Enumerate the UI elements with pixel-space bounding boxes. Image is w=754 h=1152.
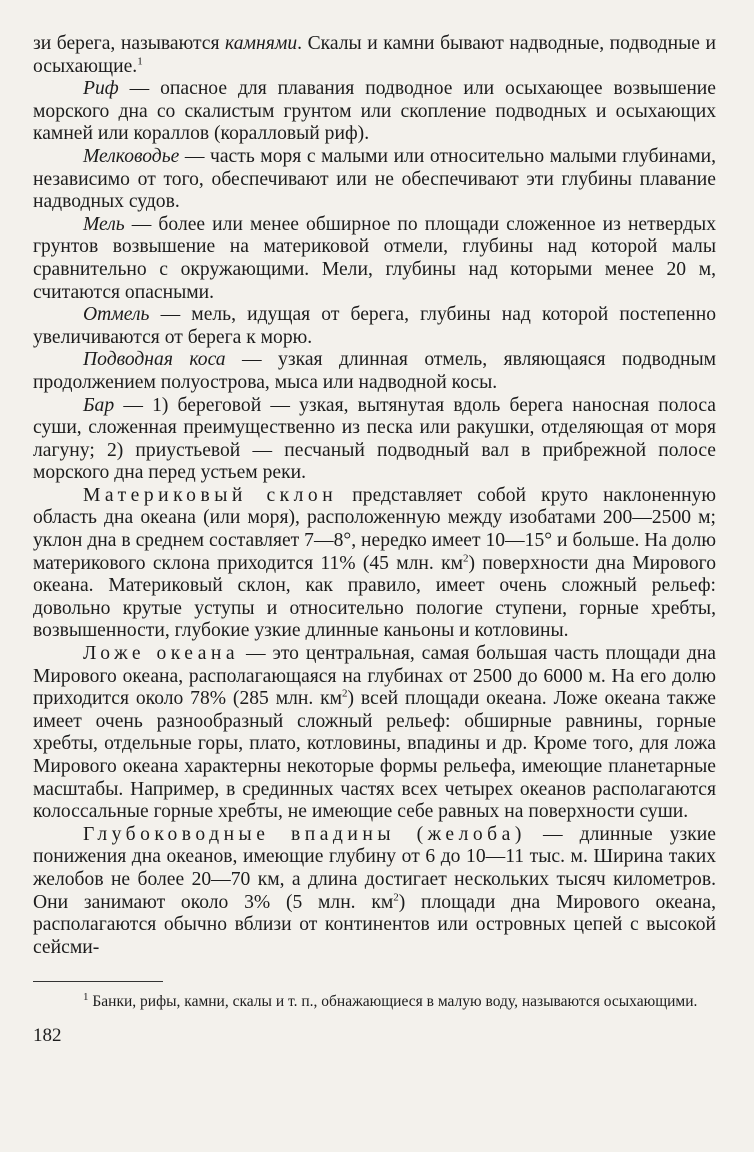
text-run: представляет собой круто наклоненную область дна океана (или моря), расположенную между изобатами 200—2500 м; уклон дна в среднем составляет 7—8°, нередко имеет 10—15° и больше. На долю материкового склона приходится 11% (45 млн. км xyxy=(33,484,716,574)
definition-text: — 1) береговой — узкая, вытянутая вдоль берега наносная полоса суши, сложенная преимущественно из песка или ракушки, отделяющая от моря лагуну; 2) приустьевой — песчаный подводный вал в прибрежной полосе морского дна перед устьем реки. xyxy=(33,394,716,484)
term-continental-slope: Материковый склон xyxy=(83,484,338,506)
page-number: 182 xyxy=(33,1025,62,1047)
term-bank: Отмель xyxy=(83,304,150,326)
definition-text: — часть моря с малыми или относительно малыми глубинами, независимо от того, обеспечивают или не обеспечивают эти глубины плавание надводных судов. xyxy=(33,145,716,213)
paragraph-shoal xyxy=(33,214,716,304)
paragraph-ocean-floor xyxy=(33,643,716,824)
definition-text: — узкая длинная отмель, являющаяся подводным продолжением полуострова, мыса или надводной косы. xyxy=(33,349,717,393)
text-run: . Скалы и камни бывают надводные, подводные и осыхающие. xyxy=(33,33,717,77)
main-text xyxy=(33,33,716,959)
term-reef: Риф xyxy=(83,78,119,100)
footnote-marker: 1 xyxy=(83,991,89,1004)
superscript: 2 xyxy=(463,552,469,565)
paragraph-spit xyxy=(33,349,716,394)
term-shoal: Мель xyxy=(83,213,125,235)
paragraph-shallows xyxy=(33,146,716,214)
superscript: 2 xyxy=(342,687,348,700)
paragraph-bank xyxy=(33,304,716,349)
definition-text: — более или менее обширное по площади сложенное из нетвердых грунтов возвышение на материковой отмели, глубины над которой малы сравнительно с окружающими. Мели, глубины над которыми менее 20 м, считаются опасными. xyxy=(33,213,716,303)
term-ocean-floor: Ложе океана xyxy=(83,643,240,665)
paragraph-trenches xyxy=(33,824,716,960)
text-run: — это центральная, самая большая часть площади дна Мирового океана, располагающаяся на глубинах от 2500 до 6000 м. На его долю приходится около 78% (285 млн. км xyxy=(33,643,716,710)
paragraph-reef xyxy=(33,78,716,146)
term-kamni: камнями xyxy=(225,33,298,54)
paragraph-bar xyxy=(33,395,716,485)
paragraph-stones xyxy=(33,33,716,78)
text-run: — длинные узкие понижения дна океанов, имеющие глубину от 6 до 10—11 тыс. м. Ширина таких желобов не более 20—70 км, а длина достигает нескольких тысяч километров. Они занимают около 3% (5 млн. км xyxy=(33,823,716,913)
term-bar: Бар xyxy=(83,394,115,416)
term-spit: Подводная коса xyxy=(83,349,226,371)
definition-text: — опасное для плавания подводное или осыхающее возвышение морского дна со скалистым грунтом или скопление подводных и осыхающих камней или кораллов (коралловый риф). xyxy=(33,78,716,145)
footnote-divider xyxy=(33,981,163,982)
term-trenches: Глубоководные впадины (желоба) xyxy=(83,823,526,845)
text-run: ) поверхности дна Мирового океана. Материковый склон, как правило, имеет очень сложный рельеф: довольно крутые уступы и относительно пологие ступени, горные хребты, возвышенности, глубокие узкие длинные каньоны и котловины. xyxy=(33,552,717,642)
text-run: зи берега, называются xyxy=(33,33,226,54)
footnote-text: Банки, рифы, камни, скалы и т. п., обнажающиеся в малую воду, называются осыхающими. xyxy=(88,993,698,1011)
paragraph-continental-slope xyxy=(33,485,716,643)
text-run: ) всей площади океана. Ложе океана также имеет очень разнообразный сложный рельеф: обширные равнины, горные хребты, отдельные горы, плато, котловины, впадины и др. Кроме того, для ложа Мирового океана характерны некоторые формы рельефа, имеющие планетарные масштабы. Например, в срединных частях всех четырех океанов располагаются колоссальные горные хребты, не имеющие себе равных на поверхности суши. xyxy=(33,688,716,823)
definition-text: — мель, идущая от берега, глубины над которой постепенно увеличиваются от берега к морю. xyxy=(33,304,716,348)
superscript: 2 xyxy=(393,891,399,904)
term-shallows: Мелководье xyxy=(83,145,180,167)
text-run: ) площади дна Мирового океана, располагаются обычно вблизи от континентов или островных цепей с высокой сейсми- xyxy=(33,891,716,958)
footnote xyxy=(33,992,716,1011)
footnote-ref: 1 xyxy=(137,55,143,68)
